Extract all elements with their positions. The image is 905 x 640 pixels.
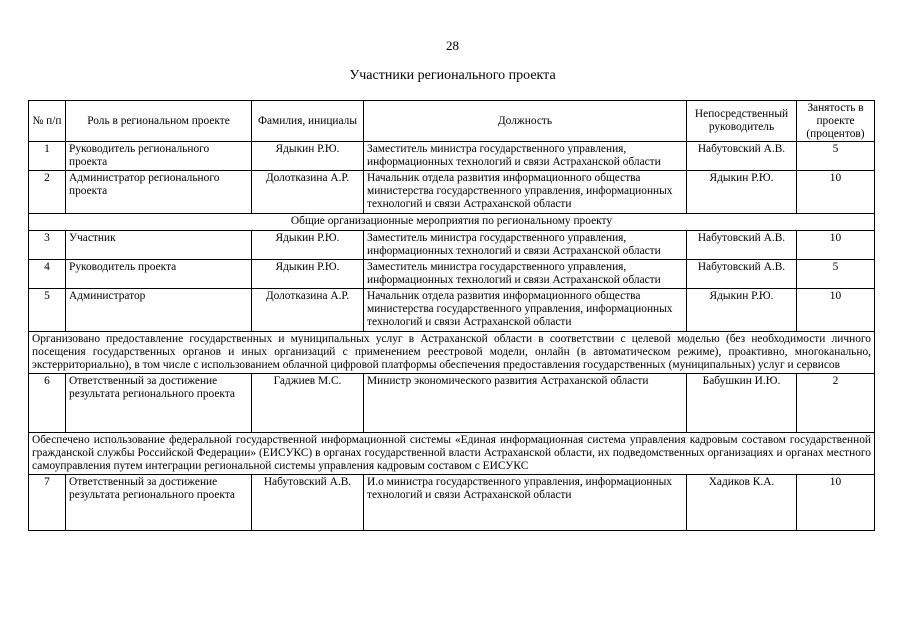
header-name: Фамилия, инициалы [252, 101, 364, 142]
cell-role: Ответственный за достижение результата регионального проекта [66, 374, 252, 433]
cell-position: Начальник отдела развития информационного общества министерства государственного управления, информационных технологий и связи Астраханской области [364, 289, 687, 332]
header-role: Роль в региональном проекте [66, 101, 252, 142]
cell-name: Гаджиев М.С. [252, 374, 364, 433]
header-manager: Непосредственный руководитель [687, 101, 797, 142]
cell-role: Участник [66, 231, 252, 260]
cell-manager: Ядыкин Р.Ю. [687, 171, 797, 214]
cell-manager: Бабушкин И.Ю. [687, 374, 797, 433]
cell-name: Долотказина А.Р. [252, 171, 364, 214]
cell-position: И.о министра государственного управления, информационных технологий и связи Астраханской области [364, 475, 687, 531]
table-row [29, 374, 875, 433]
cell-load: 10 [797, 171, 875, 214]
page-number: 28 [446, 38, 459, 53]
cell-role: Руководитель регионального проекта [66, 142, 252, 171]
cell-position: Заместитель министра государственного управления, информационных технологий и связи Астраханской области [364, 231, 687, 260]
note-row [29, 332, 875, 374]
cell-num: 4 [29, 260, 66, 289]
cell-manager: Набутовский А.В. [687, 260, 797, 289]
cell-position: Министр экономического развития Астраханской области [364, 374, 687, 433]
cell-num: 6 [29, 374, 66, 433]
cell-position: Заместитель министра государственного управления, информационных технологий и связи Астраханской области [364, 142, 687, 171]
cell-manager: Хадиков К.А. [687, 475, 797, 531]
cell-role: Ответственный за достижение результата регионального проекта [66, 475, 252, 531]
document-title: Участники регионального проекта [349, 68, 556, 83]
result-description: Обеспечено использование федеральной государственной информационной системы «Единая информационная система управления кадровым составом государственной гражданской службы Российской Федерации» (ЕИСУКС) в органах государственной власти Астраханской области, их подведомственных организациях и органах местного самоуправления путем интеграции региональной системы управления кадровым составом с ЕИСУКС [29, 433, 875, 475]
cell-load: 5 [797, 142, 875, 171]
cell-num: 5 [29, 289, 66, 332]
header-load: Занятость в проекте (процентов) [797, 101, 875, 142]
cell-manager: Ядыкин Р.Ю. [687, 289, 797, 332]
cell-name: Долотказина А.Р. [252, 289, 364, 332]
table-row [29, 231, 875, 260]
table-row [29, 142, 875, 171]
header-num: № п/п [29, 101, 66, 142]
cell-load: 10 [797, 475, 875, 531]
section-heading: Общие организационные мероприятия по региональному проекту [29, 214, 875, 231]
cell-manager: Набутовский А.В. [687, 142, 797, 171]
cell-name: Ядыкин Р.Ю. [252, 260, 364, 289]
cell-manager: Набутовский А.В. [687, 231, 797, 260]
table-row [29, 289, 875, 332]
table-row [29, 260, 875, 289]
cell-num: 2 [29, 171, 66, 214]
cell-name: Ядыкин Р.Ю. [252, 231, 364, 260]
cell-role: Руководитель проекта [66, 260, 252, 289]
table-row [29, 475, 875, 531]
note-row [29, 433, 875, 475]
cell-num: 1 [29, 142, 66, 171]
participants-table [28, 100, 875, 531]
result-description: Организовано предоставление государственных и муниципальных услуг в Астраханской области в соответствии с целевой моделью (без необходимости личного посещения государственных органов и иных организаций с применением реестровой модели, онлайн (в автоматическом режиме), проактивно, многоканально, экстерриториально), в том числе с использованием облачной цифровой платформы обеспечения предоставления государственных (муниципальных) услуг и сервисов [29, 332, 875, 374]
cell-num: 7 [29, 475, 66, 531]
cell-num: 3 [29, 231, 66, 260]
cell-load: 2 [797, 374, 875, 433]
cell-position: Заместитель министра государственного управления, информационных технологий и связи Астраханской области [364, 260, 687, 289]
cell-position: Начальник отдела развития информационного общества министерства государственного управления, информационных технологий и связи Астраханской области [364, 171, 687, 214]
cell-name: Набутовский А.В. [252, 475, 364, 531]
cell-name: Ядыкин Р.Ю. [252, 142, 364, 171]
cell-load: 5 [797, 260, 875, 289]
section-row [29, 214, 875, 231]
table-header-row [29, 101, 875, 142]
cell-load: 10 [797, 231, 875, 260]
table-row [29, 171, 875, 214]
cell-role: Администратор регионального проекта [66, 171, 252, 214]
cell-role: Администратор [66, 289, 252, 332]
cell-load: 10 [797, 289, 875, 332]
header-position: Должность [364, 101, 687, 142]
